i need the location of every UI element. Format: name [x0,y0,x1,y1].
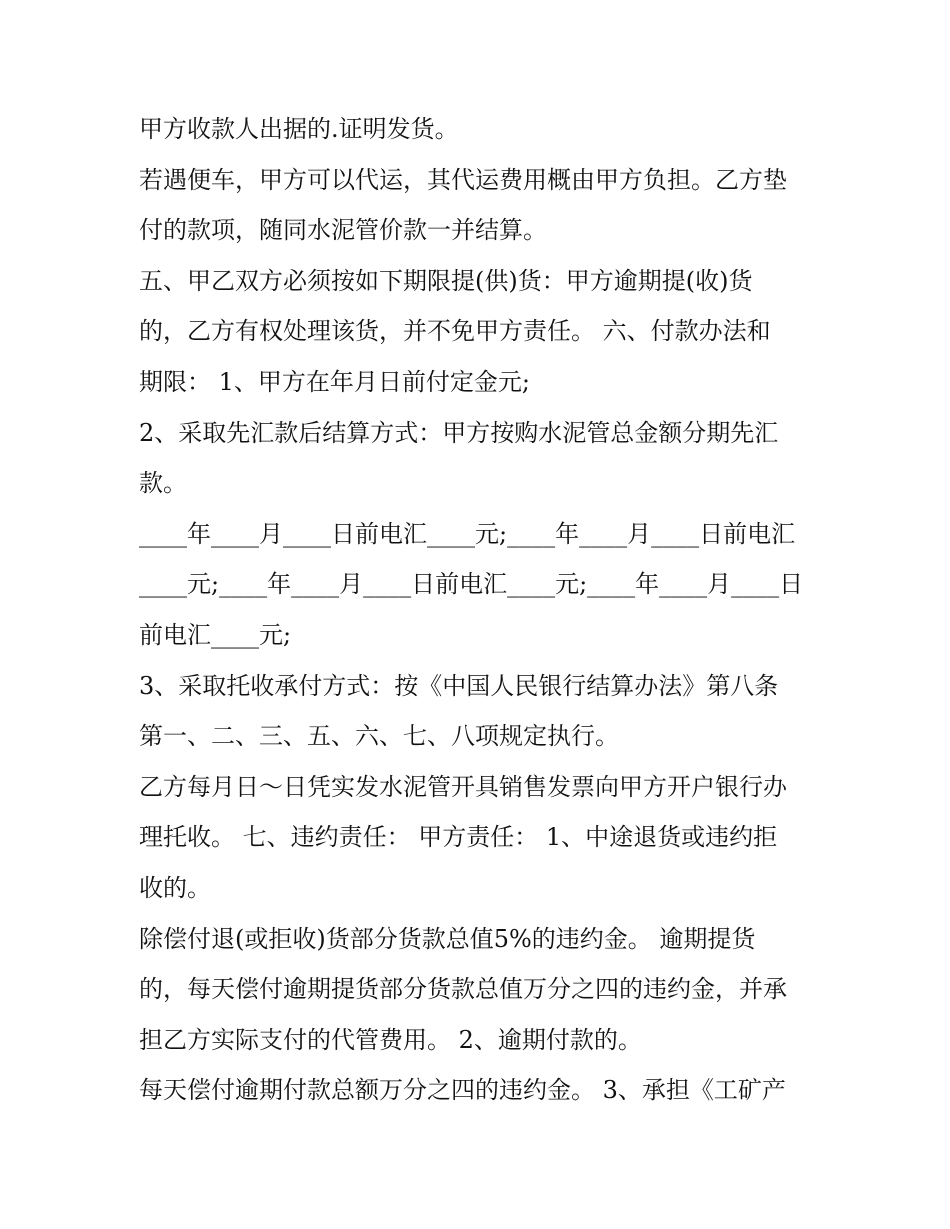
text-line: 2、采取先汇款后结算方式：甲方按购水泥管总金额分期先汇 [139,418,779,447]
text-line: 乙方每月日～日凭实发水泥管开具销售发票向甲方开户银行办 [139,772,787,801]
document-body [139,104,819,1116]
text-line: 担乙方实际支付的代管费用。 2、逾期付款的。 [139,1025,642,1054]
text-line: 第一、二、三、五、六、七、八项规定执行。 [139,722,619,751]
text-line: 的，乙方有权处理该货，并不免甲方责任。 六、付款办法和 [139,317,771,346]
text-line: 若遇便车，甲方可以代运，其代运费用概由甲方负担。乙方垫 [139,165,787,194]
text-line: 前电汇____元; [139,620,292,649]
text-line: ____元;____年____月____日前电汇____元;____年____月____日 [139,570,804,599]
text-line: 付的款项，随同水泥管价款一并结算。 [139,216,547,245]
text-line: 的，每天偿付逾期提货部分货款总值万分之四的违约金，并承 [139,975,787,1004]
text-line: 除偿付退(或拒收)货部分货款总值5%的违约金。 逾期提货 [139,924,756,953]
text-line: 五、甲乙双方必须按如下期限提(供)货：甲方逾期提(收)货 [139,266,753,295]
text-line: 期限： 1、甲方在年月日前付定金元; [139,367,530,396]
text-line: 每天偿付逾期付款总额万分之四的违约金。 3、承担《工矿产 [139,1076,786,1105]
text-line: 收的。 [139,873,211,902]
text-line: 3、采取托收承付方式：按《中国人民银行结算办法》第八条 [139,671,779,700]
text-line: 款。 [139,469,187,498]
text-line: 理托收。 七、违约责任： 甲方责任： 1、中途退货或违约拒 [139,823,778,852]
text-line: 甲方收款人出据的.证明发货。 [139,115,459,143]
text-line: ____年____月____日前电汇____元;____年____月____日前电汇 [139,519,796,548]
